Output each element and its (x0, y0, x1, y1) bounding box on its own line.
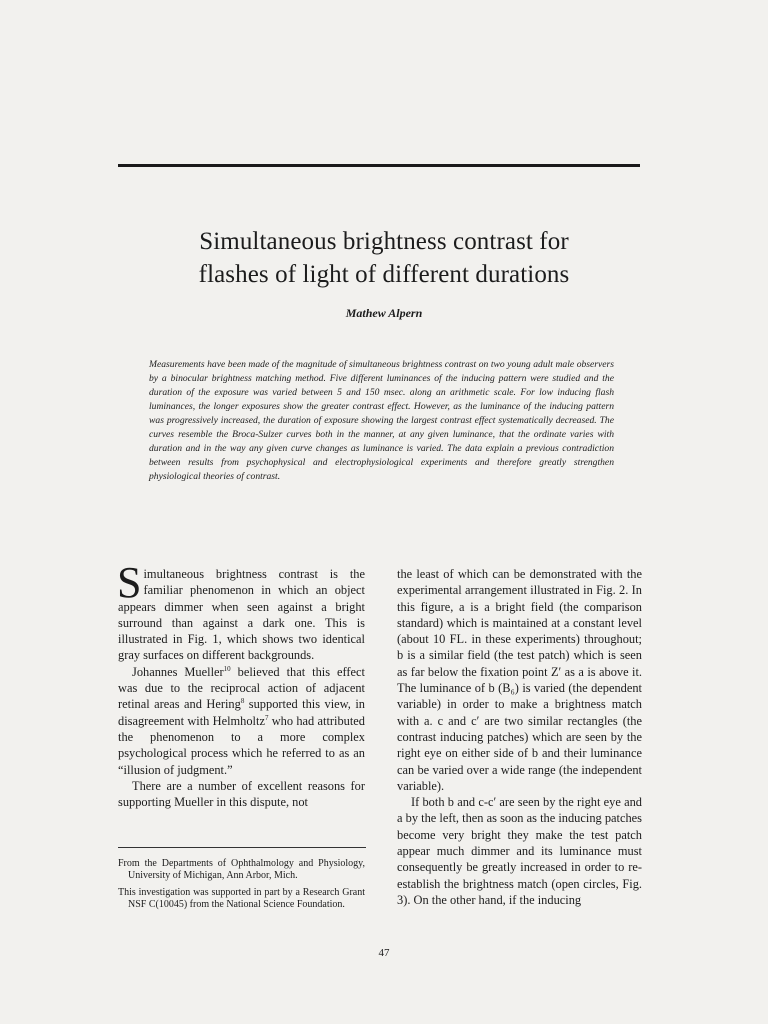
page-number: 47 (378, 947, 390, 959)
paragraph-text: Johannes Mueller (132, 664, 224, 679)
footnote-affiliation: From the Departments of Ophthalmology and Physiology, University of Michigan, Ann Arbor, Mich. (118, 858, 365, 882)
body-paragraph (117, 558, 365, 664)
abstract: Measurements have been made of the magnitude of simultaneous brightness contrast on two young adult male observers by a binocular brightness matching method. Five different luminances of the inducing pattern were studied and the duration of the exposure was varied between 5 and 150 msec. along an arithmetic scale. For low inducing flash luminances, the longer exposures show the greater contrast effect. However, as the luminance of the inducing pattern was progressively increased, the duration of exposure showing the largest contrast effect systematically decreased. The curves resemble the Broca-Sulzer curves both in the manner, at any given luminance, that the ordinate varies with duration and in the way any given curve changes as luminance is varied. The data explain a previous contradiction between results from psychophysical and electrophysiological experiments and therefore greatly strengthen physiological theories of contrast. (149, 359, 614, 482)
paragraph-text: supported this view, in disagreement with Helmholtz (118, 697, 365, 728)
footnotes (118, 858, 365, 916)
footnote-funding: This investigation was supported in part by a Research Grant NSF C(10045) from the National Science Foundation. (118, 886, 365, 911)
body-paragraph: the least of which can be demonstrated with the experimental arrangement illustrated in Fig. 2. In this figure, a is a bright field (the comparison standard) which is maintained at a constant level (about 10 FL. in these experiments) throughout; b is a similar field (the test patch) which is seen as far below the fixation point Z′ as a is above it. The luminance of b (B₆) is varied (the dependent variable) in order to make a brightness match with a. c and c′ are two similar rectangles (the contrast inducing patches) which are seen by the right eye on either side of b and their luminance can be varied over a wide range (the independent variable). (397, 567, 642, 793)
paragraph-text: believed that this effect was due to the reciprocal action of adjacent retinal areas and Hering (118, 664, 366, 712)
paragraph-text: imultaneous brightness contrast is the familiar phenomenon in which an object appears dimmer when seen against a bright surround than against a dark one. This is illustrated in Fig. 1, which shows two identical gray surfaces on different backgrounds. (118, 567, 365, 663)
article-title-line-2: flashes of light of different durations (198, 261, 570, 288)
body-paragraph (118, 664, 365, 778)
body-column-right (397, 566, 642, 908)
body-paragraph: If both b and c-c′ are seen by the right eye and a by the left, then as soon as the inducing patches become very bright they make the test patch appear much dimmer and its luminance must consequently be greatly increased in order to re-establish the brightness match (open circles, Fig. 3). On the other hand, if the inducing (397, 795, 642, 907)
footnote-rule (118, 847, 366, 848)
body-paragraph: There are a number of excellent reasons for supporting Mueller in this dispute, not (118, 778, 365, 810)
top-rule (118, 164, 640, 167)
reference-marker: 7 (264, 713, 269, 722)
author-name: Mathew Alpern (345, 306, 423, 320)
reference-marker: 8 (240, 697, 245, 706)
article-title-line-1: Simultaneous brightness contrast for (199, 228, 569, 255)
body-column-left (117, 558, 366, 810)
reference-marker: 10 (223, 664, 231, 673)
paragraph-text: who had attributed the phenomenon to a more complex psychological process which he referred to as an “illusion of judgment.” (118, 713, 365, 777)
drop-cap: S (117, 558, 142, 607)
